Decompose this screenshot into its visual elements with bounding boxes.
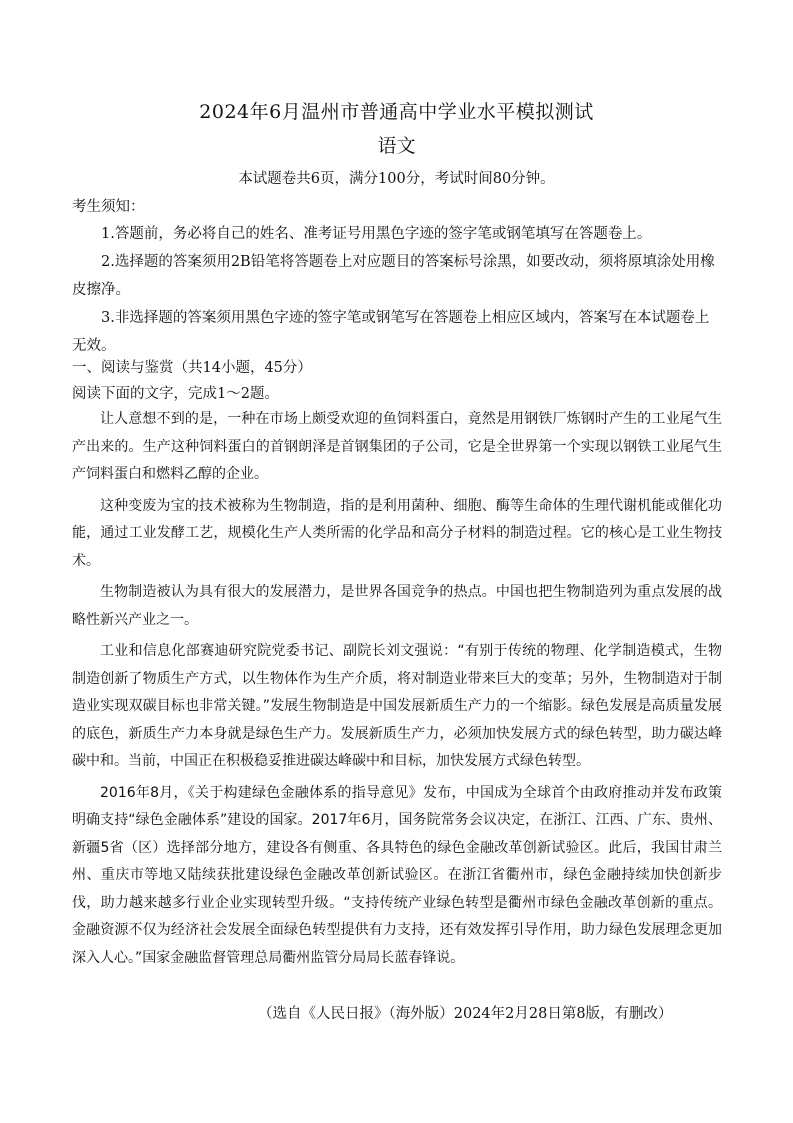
- notice-list: [72, 220, 722, 360]
- exam-info: 本试题卷共6页，满分100分，考试时间80分钟。: [238, 171, 555, 187]
- notice-item: 1.答题前，务必将自己的姓名、准考证号用黑色字迹的签字笔或钢笔填写在答题卷上。: [101, 226, 652, 242]
- passage-source: （选自《人民日报》（海外版）2024年2月28日第8版，有删改）: [258, 1006, 673, 1022]
- reading-instruction: 阅读下面的文字，完成1～2题。: [72, 386, 279, 402]
- passage-paragraph: 这种变废为宝的技术被称为生物制造，指的是利用菌种、细胞、酶等生命体的生理代谢机能或催化功能，通过工业发酵工艺，规模化生产人类所需的化学品和高分子材料的制造过程。它的核心是工业生物技术。: [72, 497, 722, 569]
- passage-paragraph: 工业和信息化部赛迪研究院党委书记、副院长刘文强说：“有别于传统的物理、化学制造模式，生物制造创新了物质生产方式，以生物体作为生产介质，将对制造业带来巨大的变革；另外，生物制造对于制造业实现双碳目标也非常关键。”发展生物制造是中国发展新质生产力的一个缩影。绿色发展是高质量发展的底色，新质生产力本身就是绿色生产力。发展新质生产力，必须加快发展方式的绿色转型，助力碳达峰碳中和。当前，中国正在积极稳妥推进碳达峰碳中和目标，加快发展方式绿色转型。: [72, 643, 722, 769]
- notice-heading: 考生须知：: [72, 199, 145, 215]
- notice-item: 3.非选择题的答案须用黑色字迹的签字笔或钢笔写在答题卷上相应区域内，答案写在本试题卷上无效。: [72, 310, 710, 354]
- notice-item: 2.选择题的答案须用2B铅笔将答题卷上对应题目的答案标号涂黑，如要改动，须将原填涂处用橡皮擦净。: [72, 254, 715, 298]
- exam-title: 2024年6月温州市普通高中学业水平模拟测试: [199, 101, 594, 123]
- reading-passage: [72, 406, 722, 976]
- section-heading: 一、阅读与鉴赏（共14小题，45分）: [72, 360, 312, 376]
- passage-paragraph: 让人意想不到的是，一种在市场上颇受欢迎的鱼饲料蛋白，竟然是用钢铁厂炼钢时产生的工业尾气生产出来的。生产这种饲料蛋白的首钢朗泽是首钢集团的子公司，它是全世界第一个实现以钢铁工业尾气生产饲料蛋白和燃料乙醇的企业。: [72, 411, 722, 482]
- passage-paragraph: 生物制造被认为具有很大的发展潜力，是世界各国竞争的热点。中国也把生物制造列为重点发展的战略性新兴产业之一。: [72, 584, 722, 628]
- subject-title: 语文: [377, 135, 416, 157]
- passage-paragraph: 2016年8月，《关于构建绿色金融体系的指导意见》发布，中国成为全球首个由政府推动并发布政策明确支持“绿色金融体系”建设的国家。2017年6月，国务院常务会议决定，在浙江、江西、广东、贵州、新疆5省（区）选择部分地方，建设各有侧重、各具特色的绿色金融改革创新试验区。此后，我国甘肃兰州、重庆市等地又陆续获批建设绿色金融改革创新试验区。在浙江省衢州市，绿色金融持续加快创新步伐，助力越来越多行业企业实现转型升级。“支持传统产业绿色转型是衢州市绿色金融改革创新的重点。金融资源不仅为经济社会发展全面绿色转型提供有力支持，还有效发挥引导作用，助力绿色发展理念更加深入人心。”国家金融监督管理总局衢州监管分局局长蓝春锋说。: [72, 784, 722, 966]
